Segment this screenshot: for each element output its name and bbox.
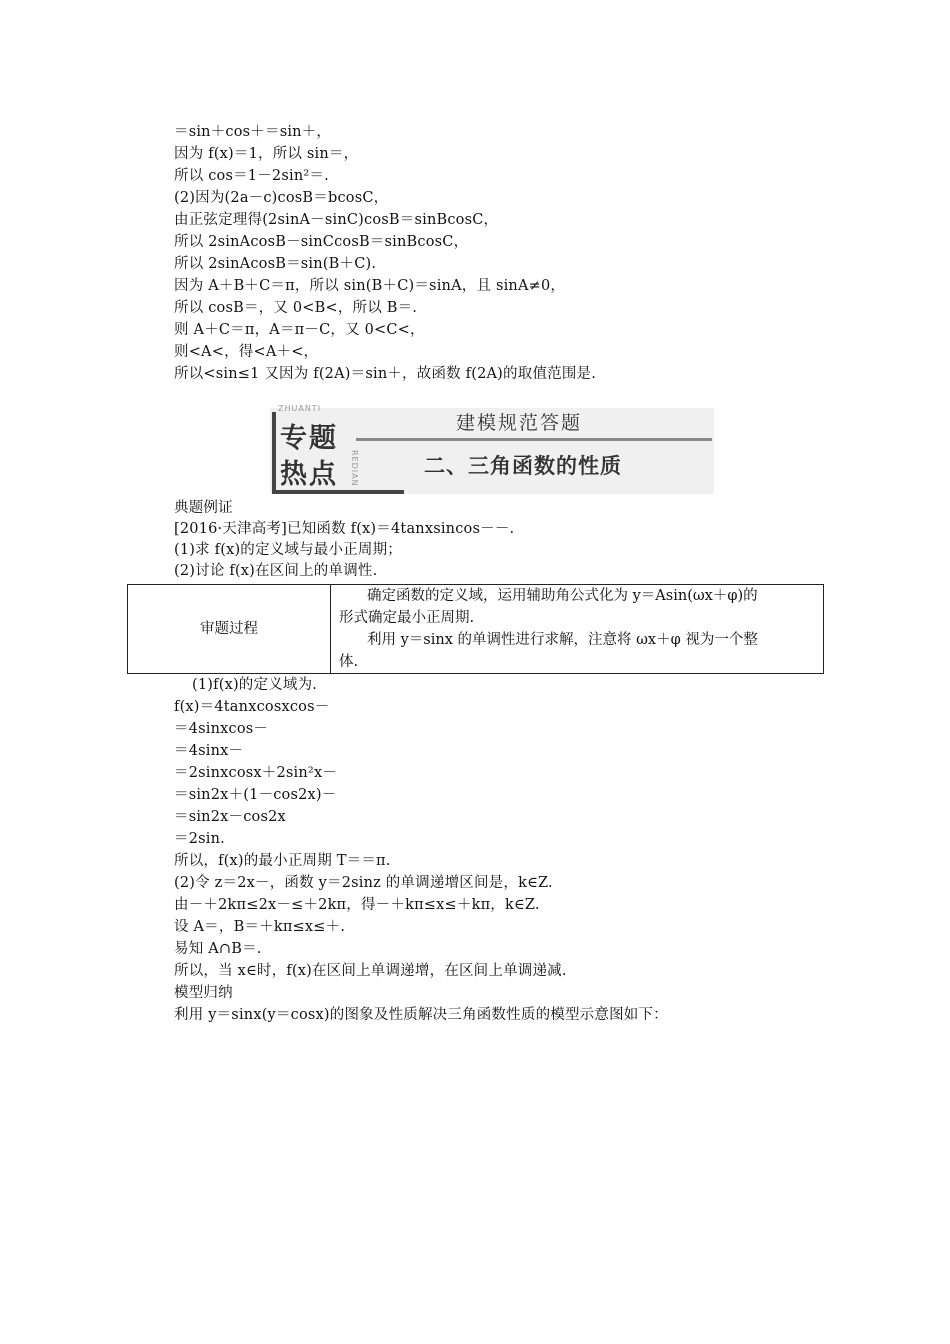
- solution-line: 易知 A∩B＝.: [174, 941, 262, 957]
- problem-heading: 典题例证: [174, 500, 233, 516]
- review-label: 审题过程: [128, 585, 331, 674]
- solution-line: ＝sin2x＋(1－cos2x)－: [174, 787, 337, 803]
- solution-line: f(x)＝4tanxcosxcos－: [174, 699, 330, 715]
- banner-tag-side: REDIAN: [350, 450, 359, 487]
- solution-line: 所以<sin≤1 又因为 f(2A)＝sin＋，故函数 f(2A)的取值范围是.: [174, 366, 597, 382]
- banner-big-title-line2: 热点: [280, 459, 338, 490]
- solution-line: (1)f(x)的定义域为.: [192, 677, 318, 693]
- review-line: 体.: [339, 654, 359, 670]
- banner-tag-top: ZHUANTI: [278, 404, 322, 413]
- solution-line: 利用 y＝sinx(y＝cosx)的图象及性质解决三角函数性质的模型示意图如下：: [174, 1007, 668, 1023]
- problem-line: [2016·天津高考]已知函数 f(x)＝4tanxsincos－－.: [174, 521, 515, 537]
- solution-line: ＝2sinxcosx＋2sin²x－: [174, 765, 338, 781]
- solution-line: ＝sin2x－cos2x: [174, 809, 286, 825]
- review-content: [331, 585, 824, 674]
- banner-divider: [356, 438, 712, 441]
- solution-line: (2)令 z＝2x－，函数 y＝2sinz 的单调递增区间是，k∈Z.: [174, 875, 553, 891]
- solution-line: ＝2sin.: [174, 831, 225, 847]
- solution-line: 因为 A＋B＋C＝π，所以 sin(B＋C)＝sinA，且 sinA≠0，: [174, 278, 566, 294]
- section-banner: [270, 404, 714, 494]
- solution-line: 所以，当 x∈时，f(x)在区间上单调递增，在区间上单调递减.: [174, 963, 567, 979]
- solution-line: 由正弦定理得(2sinA－sinC)cosB＝sinBcosC，: [174, 212, 499, 228]
- review-line: 形式确定最小正周期.: [339, 610, 475, 626]
- review-table: [127, 584, 824, 674]
- solution-line: 则 A＋C＝π，A＝π－C，又 0<C<，: [174, 322, 425, 338]
- review-line: 确定函数的定义域，运用辅助角公式化为 y＝Asin(ωx＋φ)的: [367, 588, 758, 604]
- solution-line: ＝sin＋cos＋＝sin＋，: [174, 124, 332, 140]
- solution-line: 由－＋2kπ≤2x－≤＋2kπ，得－＋kπ≤x≤＋kπ，k∈Z.: [174, 897, 540, 913]
- banner-left-bar: [272, 412, 276, 494]
- problem-line: (2)讨论 f(x)在区间上的单调性.: [174, 563, 378, 579]
- solution-line: 所以 2sinAcosB－sinCcosB＝sinBcosC，: [174, 234, 469, 250]
- problem-line: (1)求 f(x)的定义域与最小正周期；: [174, 542, 403, 558]
- solution-line: 因为 f(x)＝1，所以 sin＝，: [174, 146, 359, 162]
- solution-line: 则<A<，得<A＋<，: [174, 344, 319, 360]
- solution-line: 所以 2sinAcosB＝sin(B＋C).: [174, 256, 377, 272]
- solution-line: 所以 cosB＝，又 0<B<，所以 B＝.: [174, 300, 418, 316]
- solution-line: 所以，f(x)的最小正周期 T＝＝π.: [174, 853, 391, 869]
- banner-section-title: 二、三角函数的性质: [424, 454, 622, 478]
- solution-line: ＝4sinx－: [174, 743, 244, 759]
- banner-big-title-line1: 专题: [280, 423, 338, 454]
- solution-line: 所以 cos＝1－2sin²＝.: [174, 168, 329, 184]
- model-heading: 模型归纳: [174, 985, 233, 1001]
- solution-line: ＝4sinxcos－: [174, 721, 269, 737]
- solution-line: (2)因为(2a－c)cosB＝bcosC，: [174, 190, 389, 206]
- review-line: 利用 y＝sinx 的单调性进行求解，注意将 ωx＋φ 视为一个整: [367, 632, 758, 648]
- solution-line: 设 A＝，B＝＋kπ≤x≤＋.: [174, 919, 346, 935]
- banner-subtitle: 建模规范答题: [456, 412, 583, 434]
